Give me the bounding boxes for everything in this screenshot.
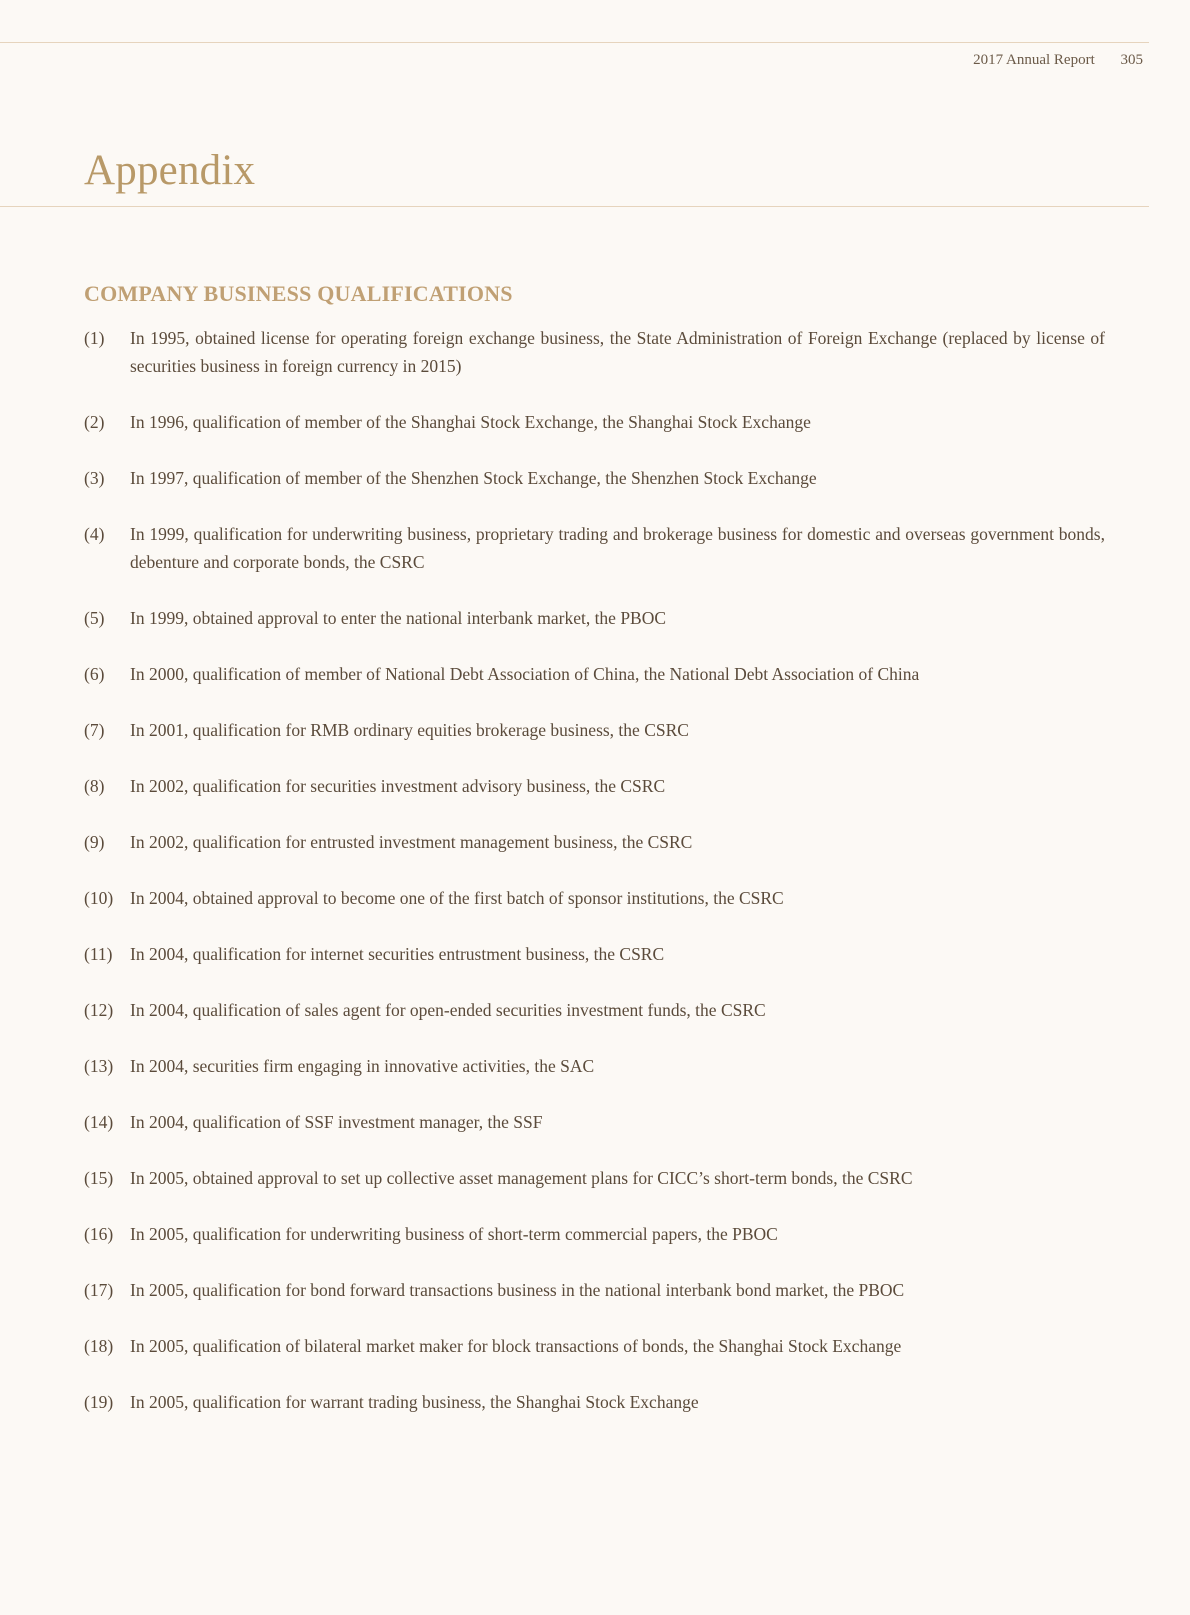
- list-item: [84, 884, 1105, 912]
- item-text: In 1997, qualification of member of the Shenzhen Stock Exchange, the Shenzhen Stock Exchange: [130, 468, 817, 488]
- item-number: (3): [84, 468, 105, 488]
- item-text: In 2002, qualification for entrusted investment management business, the CSRC: [130, 832, 693, 852]
- item-number: (17): [84, 1280, 114, 1300]
- list-item: [84, 1052, 1105, 1080]
- item-number: (12): [84, 1000, 114, 1020]
- page-number: 305: [1120, 52, 1143, 68]
- item-number: (9): [84, 832, 105, 852]
- item-text: In 2004, obtained approval to become one of the first batch of sponsor institutions, the CSRC: [130, 888, 784, 908]
- running-header: [973, 52, 1143, 69]
- item-number: (2): [84, 412, 105, 432]
- item-number: (10): [84, 888, 114, 908]
- list-item: [84, 828, 1105, 856]
- item-text: In 2004, qualification for internet securities entrustment business, the CSRC: [130, 944, 665, 964]
- item-text: In 2002, qualification for securities investment advisory business, the CSRC: [130, 776, 666, 796]
- list-item: [84, 1164, 1105, 1192]
- item-text: In 1999, obtained approval to enter the national interbank market, the PBOC: [130, 608, 667, 628]
- item-number: (19): [84, 1392, 114, 1412]
- item-text: In 2004, securities firm engaging in innovative activities, the SAC: [130, 1056, 595, 1076]
- list-item: [84, 996, 1105, 1024]
- list-item: [84, 604, 1105, 632]
- item-text: In 2004, qualification of sales agent for open-ended securities investment funds, the CSRC: [130, 1000, 766, 1020]
- item-number: (14): [84, 1112, 114, 1132]
- item-number: (13): [84, 1056, 114, 1076]
- list-item: [84, 660, 1105, 688]
- list-item: [84, 1276, 1105, 1304]
- list-item: [84, 324, 1105, 380]
- item-number: (1): [84, 328, 105, 348]
- item-text: In 1999, qualification for underwriting business, proprietary trading and brokerage business for domestic and overseas government bonds, debenture and corporate bonds, the CSRC: [130, 524, 1105, 572]
- header-divider: [0, 42, 1149, 43]
- list-item: [84, 1108, 1105, 1136]
- item-text: In 1995, obtained license for operating foreign exchange business, the State Administration of Foreign Exchange (replaced by license of securities business in foreign currency in 2015): [130, 328, 1105, 376]
- qualifications-list: [84, 324, 1105, 1444]
- item-text: In 2005, qualification of bilateral market maker for block transactions of bonds, the Shanghai Stock Exchange: [130, 1336, 902, 1356]
- item-number: (18): [84, 1336, 114, 1356]
- item-text: In 2005, obtained approval to set up collective asset management plans for CICC’s short-term bonds, the CSRC: [130, 1168, 913, 1188]
- item-number: (7): [84, 720, 105, 740]
- list-item: [84, 772, 1105, 800]
- item-number: (5): [84, 608, 105, 628]
- item-number: (15): [84, 1168, 114, 1188]
- item-number: (8): [84, 776, 105, 796]
- item-number: (16): [84, 1224, 114, 1244]
- title-divider: [0, 206, 1149, 207]
- list-item: [84, 716, 1105, 744]
- item-number: (11): [84, 944, 113, 964]
- item-text: In 2005, qualification for underwriting business of short-term commercial papers, the PBOC: [130, 1224, 778, 1244]
- item-text: In 2004, qualification of SSF investment manager, the SSF: [130, 1112, 543, 1132]
- item-text: In 2000, qualification of member of National Debt Association of China, the National Debt Association of China: [130, 664, 920, 684]
- list-item: [84, 1220, 1105, 1248]
- item-number: (6): [84, 664, 105, 684]
- list-item: [84, 940, 1105, 968]
- list-item: [84, 408, 1105, 436]
- item-text: In 2005, qualification for warrant trading business, the Shanghai Stock Exchange: [130, 1392, 699, 1412]
- item-text: In 1996, qualification of member of the Shanghai Stock Exchange, the Shanghai Stock Exchange: [130, 412, 811, 432]
- section-title: Appendix: [84, 147, 256, 194]
- item-number: (4): [84, 524, 105, 544]
- list-item: [84, 464, 1105, 492]
- list-item: [84, 1388, 1105, 1416]
- list-item: [84, 520, 1105, 576]
- item-text: In 2005, qualification for bond forward transactions business in the national interbank bond market, the PBOC: [130, 1280, 905, 1300]
- report-title: 2017 Annual Report: [973, 52, 1095, 68]
- list-item: [84, 1332, 1105, 1360]
- item-text: In 2001, qualification for RMB ordinary equities brokerage business, the CSRC: [130, 720, 689, 740]
- subsection-heading: COMPANY BUSINESS QUALIFICATIONS: [84, 281, 513, 306]
